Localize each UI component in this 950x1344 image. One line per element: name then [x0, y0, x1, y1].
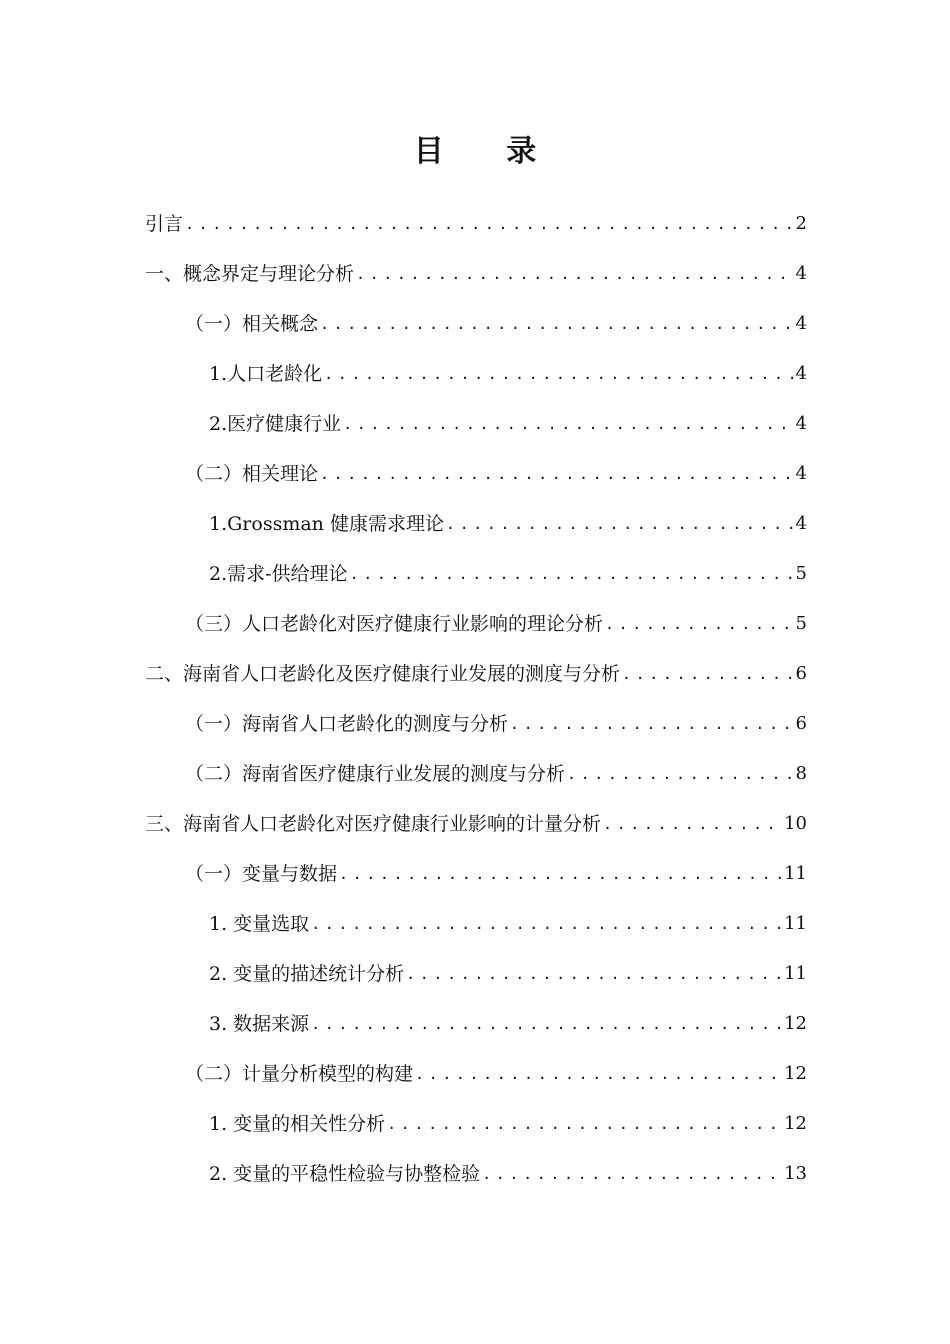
dot-leader — [601, 801, 782, 847]
toc-entry-subsection-1-1-1[interactable] — [209, 351, 807, 397]
toc-entry-section-1-2[interactable] — [185, 451, 807, 497]
toc-entry-page: 5 — [795, 563, 807, 584]
dot-leader — [354, 251, 794, 297]
dot-leader — [603, 601, 794, 647]
dot-leader — [309, 901, 782, 947]
dot-leader — [318, 451, 794, 497]
dot-leader — [348, 551, 794, 597]
toc-entry-subsection-3-1-1[interactable] — [209, 901, 807, 947]
toc-entry-subsection-1-2-1[interactable] — [209, 501, 807, 547]
toc-entry-section-2-2[interactable] — [185, 751, 807, 797]
toc-entry-label: （一）海南省人口老龄化的测度与分析 — [185, 713, 509, 735]
dot-leader — [480, 1151, 782, 1197]
toc-entry-label: 1. 变量选取 — [209, 913, 310, 935]
toc-entry-page: 13 — [784, 1163, 807, 1184]
toc-entry-page: 4 — [795, 463, 807, 484]
toc-entry-page: 6 — [795, 713, 807, 734]
toc-entry-page: 11 — [784, 963, 807, 984]
toc-entry-label: （二）计量分析模型的构建 — [185, 1063, 414, 1085]
dot-leader — [508, 701, 794, 747]
toc-entry-label: 3. 数据来源 — [209, 1013, 310, 1035]
dot-leader — [413, 1051, 782, 1097]
toc-entry-page: 4 — [795, 363, 807, 384]
dot-leader — [318, 301, 794, 347]
dot-leader — [565, 751, 794, 797]
dot-leader — [385, 1101, 782, 1147]
toc-entry-page: 4 — [795, 413, 807, 434]
toc-entry-label: 二、海南省人口老龄化及医疗健康行业发展的测度与分析 — [145, 663, 621, 685]
toc-entry-label: 1. 变量的相关性分析 — [209, 1113, 386, 1135]
toc-entry-section-1-3[interactable] — [185, 601, 807, 647]
toc-entry-subsection-3-1-2[interactable] — [209, 951, 807, 997]
toc-entry-intro[interactable] — [145, 201, 807, 247]
toc-entry-label: 2.需求-供给理论 — [209, 563, 348, 585]
toc-entry-page: 4 — [795, 313, 807, 334]
toc-entry-section-3-2[interactable] — [185, 1051, 807, 1097]
toc-entry-page: 6 — [795, 663, 807, 684]
toc-entry-label: （二）海南省医疗健康行业发展的测度与分析 — [185, 763, 566, 785]
toc-entry-page: 5 — [795, 613, 807, 634]
toc-entry-label: （二）相关理论 — [185, 463, 319, 485]
toc-entry-page: 12 — [784, 1113, 807, 1134]
toc-entry-chapter-1[interactable] — [145, 251, 807, 297]
dot-leader — [404, 951, 782, 997]
toc-entry-section-1-1[interactable] — [185, 301, 807, 347]
toc-entry-page: 11 — [784, 863, 807, 884]
toc-entry-label: 一、概念界定与理论分析 — [145, 263, 355, 285]
toc-entry-page: 11 — [784, 913, 807, 934]
toc-entry-label: 1.Grossman 健康需求理论 — [209, 513, 444, 535]
toc-entry-page: 4 — [795, 513, 807, 534]
toc-entry-chapter-2[interactable] — [145, 651, 807, 697]
toc-entry-page: 10 — [784, 813, 807, 834]
toc-entry-page: 12 — [784, 1063, 807, 1084]
toc-entry-label: （一）相关概念 — [185, 313, 319, 335]
toc-entry-label: 2. 变量的平稳性检验与协整检验 — [209, 1163, 481, 1185]
dot-leader — [322, 351, 793, 397]
page-title: 目 录 — [413, 134, 563, 169]
toc-entry-label: （三）人口老龄化对医疗健康行业影响的理论分析 — [185, 613, 604, 635]
toc-entry-section-2-1[interactable] — [185, 701, 807, 747]
toc-entry-label: 三、海南省人口老龄化对医疗健康行业影响的计量分析 — [145, 813, 602, 835]
toc-entry-label: 2.医疗健康行业 — [209, 413, 342, 435]
toc-entry-subsection-1-1-2[interactable] — [209, 401, 807, 447]
toc-entry-subsection-1-2-2[interactable] — [209, 551, 807, 597]
toc-entry-subsection-3-1-3[interactable] — [209, 1001, 807, 1047]
dot-leader — [444, 501, 794, 547]
dot-leader — [341, 401, 793, 447]
toc-entry-label: 引言 — [145, 213, 184, 235]
dot-leader — [309, 1001, 782, 1047]
toc-entry-label: 2. 变量的描述统计分析 — [209, 963, 405, 985]
dot-leader — [337, 851, 782, 897]
dot-leader — [183, 201, 794, 247]
toc-entry-chapter-3[interactable] — [145, 801, 807, 847]
toc-entry-page: 2 — [795, 213, 807, 234]
toc-entry-page: 12 — [784, 1013, 807, 1034]
toc-entry-page: 4 — [795, 263, 807, 284]
dot-leader — [620, 651, 794, 697]
toc-entry-page: 8 — [795, 763, 807, 784]
toc-entry-subsection-3-2-2[interactable] — [209, 1151, 807, 1197]
toc-entry-section-3-1[interactable] — [185, 851, 807, 897]
toc-entry-label: 1.人口老龄化 — [209, 363, 323, 385]
toc-entry-label: （一）变量与数据 — [185, 863, 338, 885]
toc-entry-subsection-3-2-1[interactable] — [209, 1101, 807, 1147]
